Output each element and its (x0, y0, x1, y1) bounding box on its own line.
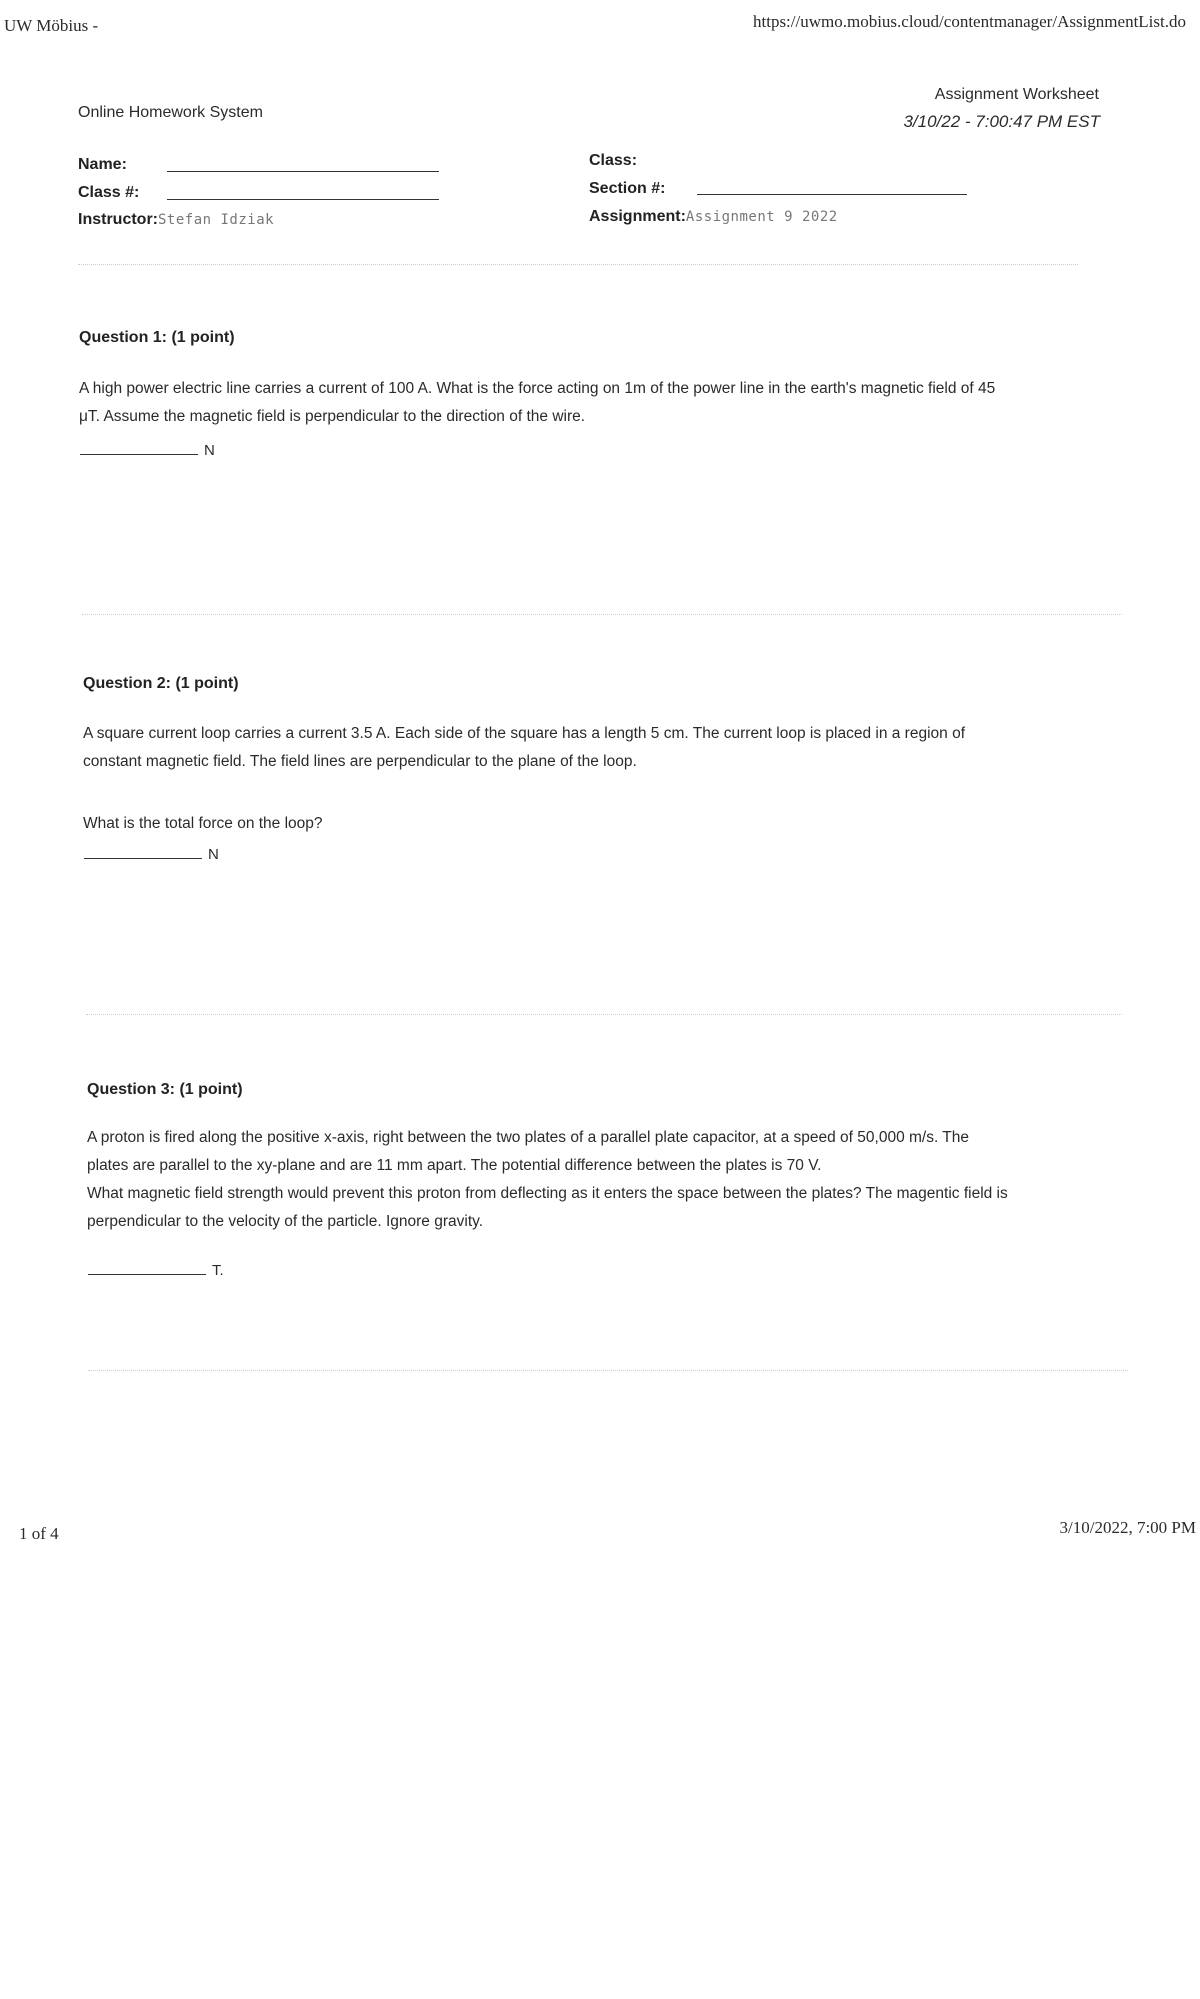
question-2-prompt: What is the total force on the loop? (83, 815, 323, 832)
question-1-line-1: A high power electric line carries a current of 100 A. What is the force acting on 1m of the power line in the earth's magnetic field of 45 (79, 380, 996, 397)
question-1-title: Question 1: (1 point) (79, 329, 235, 346)
question-3-answer-blank (88, 1274, 206, 1275)
print-timestamp: 3/10/2022, 7:00 PM (1059, 1518, 1196, 1537)
question-2-separator (86, 1014, 1122, 1015)
section-blank (697, 194, 967, 195)
question-1-text (79, 375, 1139, 431)
question-3-line-4: perpendicular to the velocity of the particle. Ignore gravity. (87, 1213, 484, 1230)
question-1-unit: N (204, 442, 215, 459)
question-3-separator (88, 1370, 1128, 1371)
worksheet-date: 3/10/22 - 7:00:47 PM EST (903, 112, 1100, 131)
question-1-separator (82, 614, 1122, 615)
question-2-answer (84, 846, 219, 863)
instructor-label: Instructor: (78, 211, 158, 228)
instructor-value: Stefan Idziak (158, 212, 275, 228)
question-1-answer-blank (80, 454, 198, 455)
print-header-title: UW Möbius - (4, 16, 99, 35)
name-blank (167, 171, 439, 172)
print-header-url: https://uwmo.mobius.cloud/contentmanager/AssignmentList.do (753, 12, 1186, 31)
question-2-line-2: constant magnetic field. The field lines are perpendicular to the plane of the loop. (83, 753, 637, 770)
question-1-line-2: μT. Assume the magnetic field is perpendicular to the direction of the wire. (79, 408, 586, 425)
instructor-field (78, 211, 274, 229)
header-separator (78, 264, 1078, 265)
question-3-title: Question 3: (1 point) (87, 1081, 243, 1098)
assignment-label: Assignment: (589, 208, 686, 225)
class-number-label: Class #: (78, 184, 140, 201)
question-3-line-3: What magnetic field strength would prevent this proton from deflecting as it enters the space between the plates? The magentic field is (87, 1185, 1008, 1202)
assignment-value: Assignment 9 2022 (685, 209, 838, 225)
question-3-line-1: A proton is fired along the positive x-axis, right between the two plates of a parallel plate capacitor, at a speed of 50,000 m/s. The (87, 1129, 970, 1146)
question-2-line-1: A square current loop carries a current 3.5 A. Each side of the square has a length 5 cm. The current loop is placed in a region of (83, 725, 966, 742)
worksheet-title: Assignment Worksheet (934, 86, 1099, 103)
question-2-text (83, 720, 1143, 776)
name-label: Name: (78, 156, 127, 173)
question-3-text (87, 1124, 1167, 1236)
section-label: Section #: (589, 180, 666, 197)
question-1-answer (80, 442, 215, 459)
question-2-unit: N (208, 846, 219, 863)
question-3-unit: T. (212, 1262, 224, 1279)
class-number-blank (167, 199, 439, 200)
question-2-title: Question 2: (1 point) (83, 675, 239, 692)
system-name: Online Homework System (78, 104, 263, 121)
question-2-answer-blank (84, 858, 202, 859)
class-label: Class: (589, 152, 638, 169)
question-3-line-2: plates are parallel to the xy-plane and are 11 mm apart. The potential difference between the plates is 70 V. (87, 1157, 822, 1174)
page-count: 1 of 4 (19, 1524, 59, 1543)
question-3-answer (88, 1262, 224, 1279)
assignment-field (589, 208, 838, 226)
